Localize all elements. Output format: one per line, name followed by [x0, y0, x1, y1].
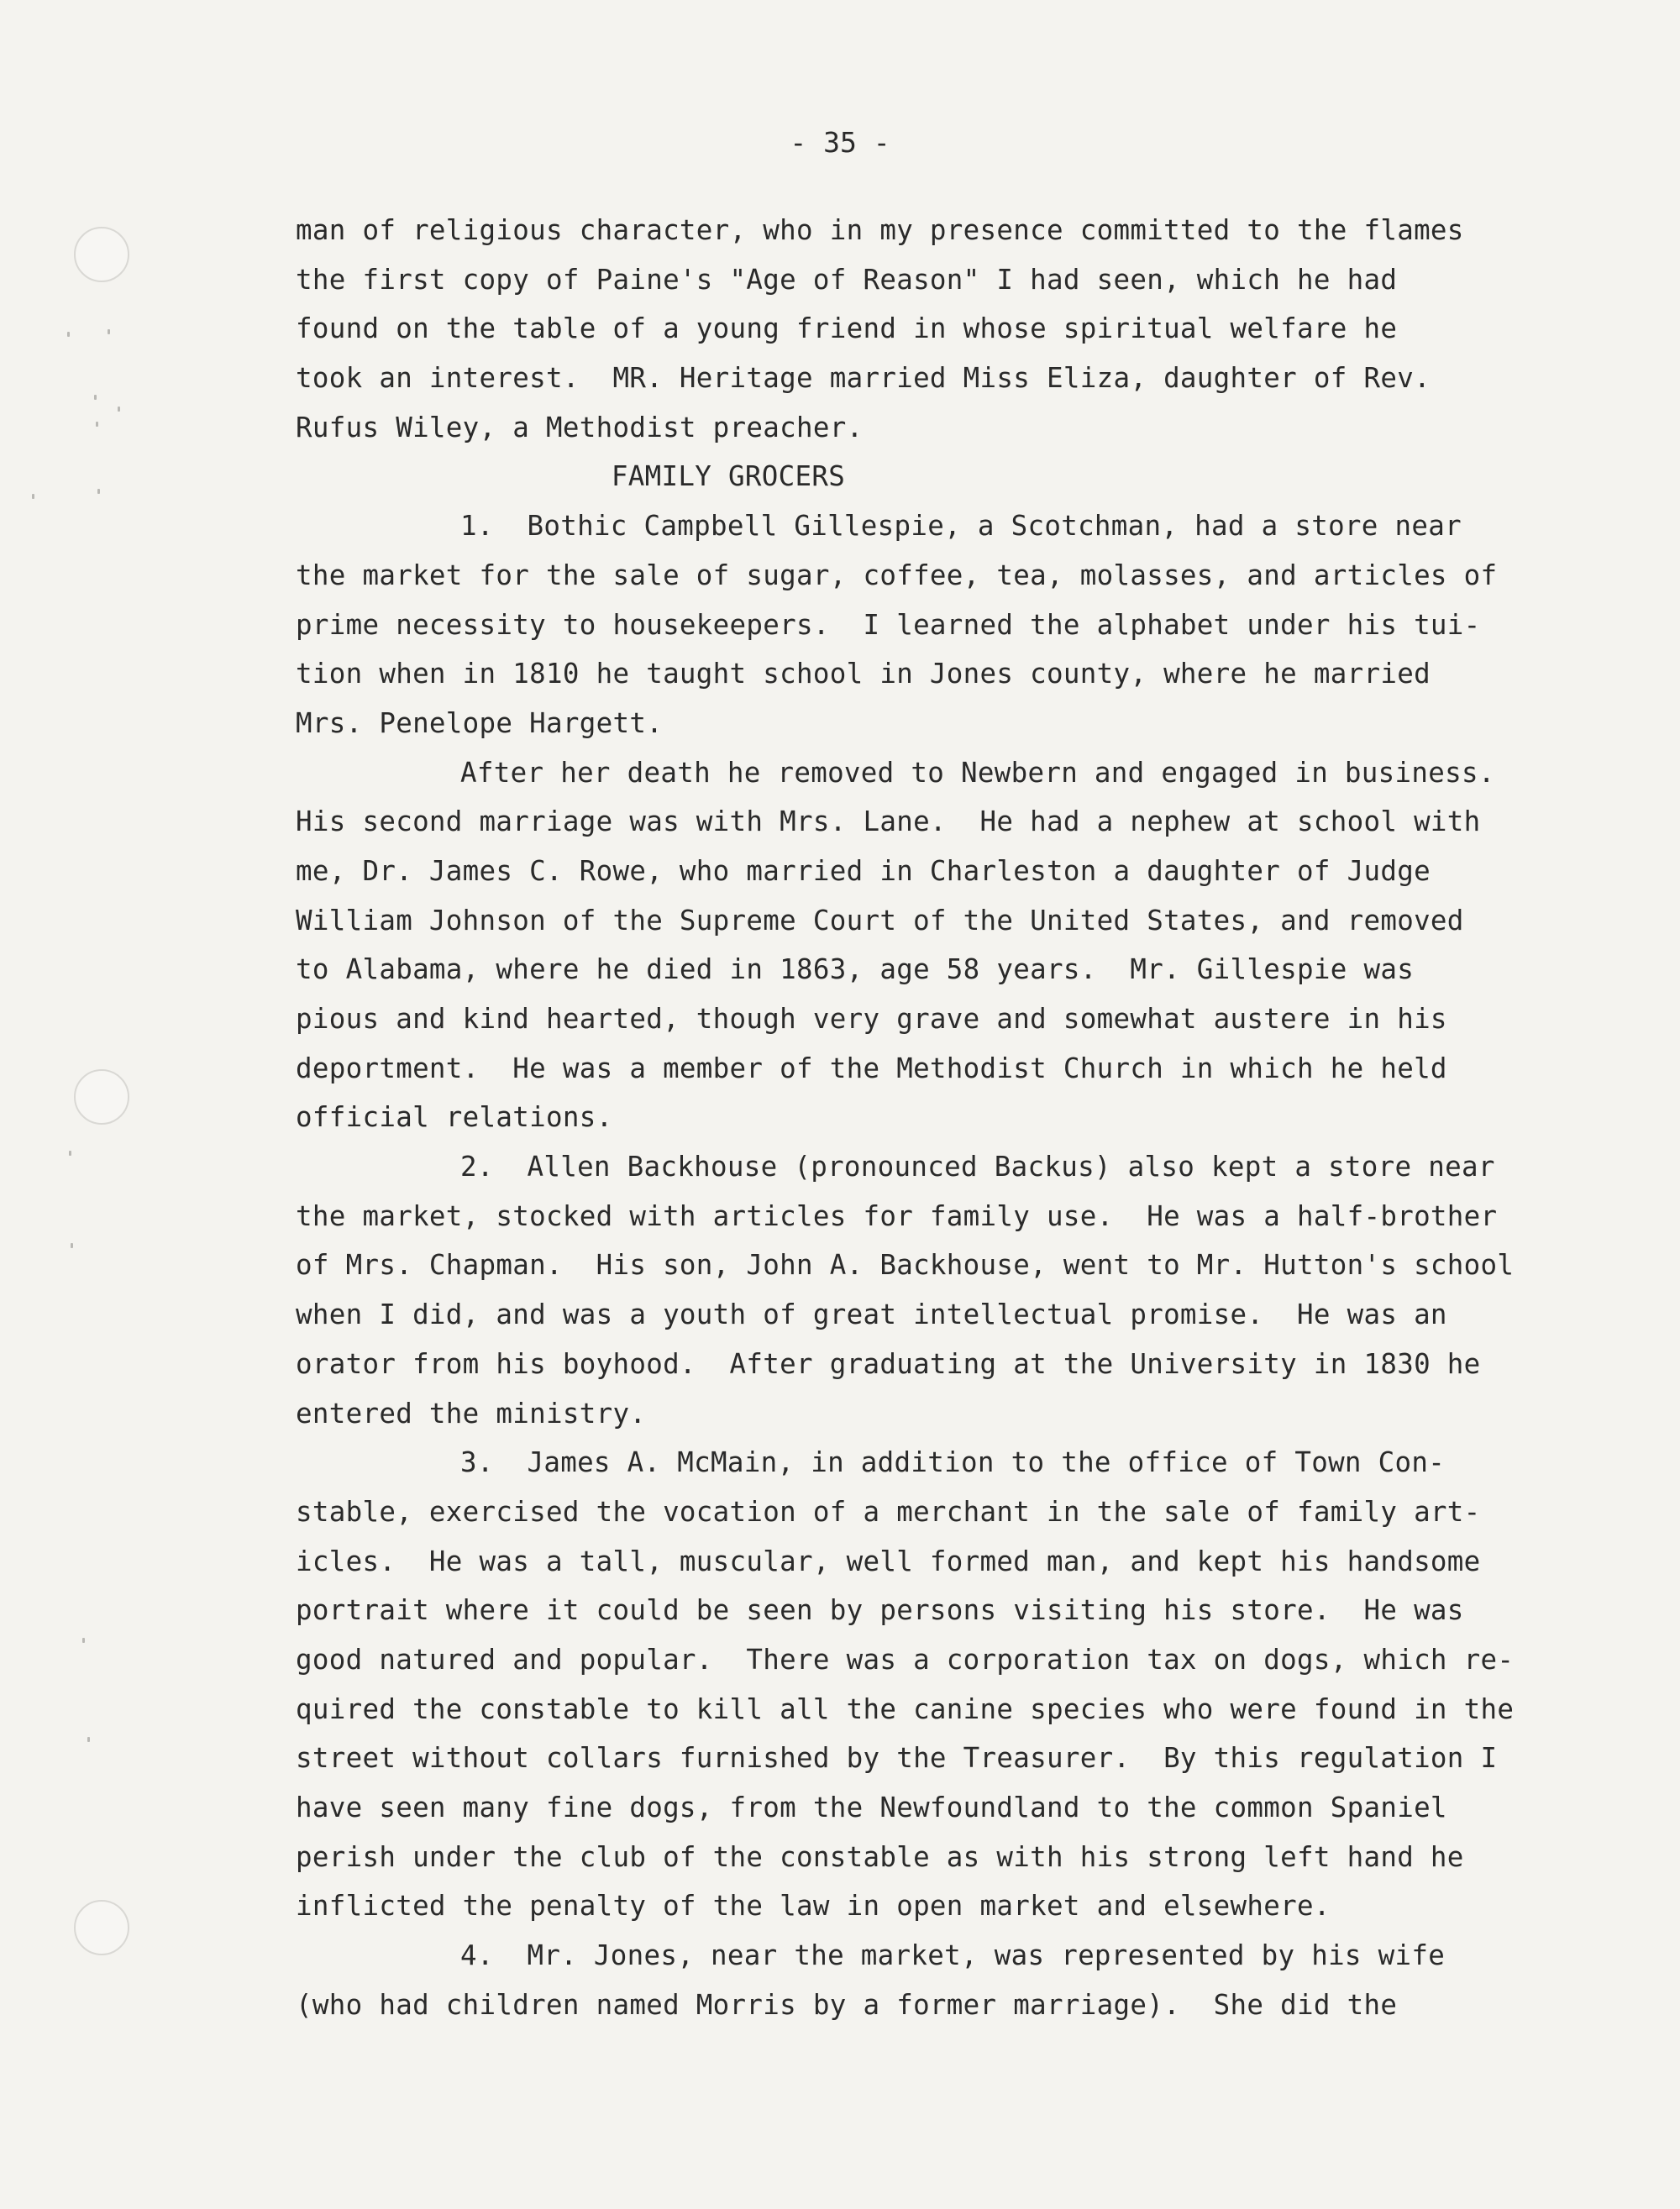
text-line: quired the constable to kill all the canine species who were found in the	[296, 1692, 1515, 1725]
text-line: 3. James A. McMain, in addition to the office of Town Con-	[460, 1446, 1446, 1479]
text-line: portrait where it could be seen by persons visiting his store. He was	[296, 1594, 1464, 1627]
punch-hole	[74, 1069, 129, 1125]
text-line: Rufus Wiley, a Methodist preacher.	[296, 411, 864, 443]
scan-speck	[82, 1638, 85, 1643]
text-line: deportment. He was a member of the Methodist Church in which he held	[296, 1052, 1447, 1084]
scan-speck	[87, 1737, 90, 1742]
text-line: found on the table of a young friend in whose spiritual welfare he	[296, 312, 1398, 345]
text-line: have seen many fine dogs, from the Newfoundland to the common Spaniel	[296, 1792, 1447, 1823]
punch-hole	[74, 1900, 129, 1955]
text-line: His second marriage was with Mrs. Lane. He had a nephew at school with	[296, 805, 1481, 838]
scan-speck	[32, 494, 34, 499]
page-number: - 35 -	[790, 126, 890, 159]
text-line: pious and kind hearted, though very grave and somewhat austere in his	[296, 1003, 1447, 1035]
text-line: William Johnson of the Supreme Court of the United States, and removed	[296, 904, 1464, 937]
text-line: good natured and popular. There was a corporation tax on dogs, which re-	[296, 1643, 1515, 1676]
scan-speck	[118, 407, 120, 412]
text-line: to Alabama, where he died in 1863, age 58 years. Mr. Gillespie was	[296, 953, 1415, 986]
text-line: Mrs. Penelope Hargett.	[296, 706, 664, 739]
text-line: 4. Mr. Jones, near the market, was represented by his wife	[460, 1939, 1446, 1972]
text-line: the first copy of Paine's "Age of Reason" I had seen, which he had	[296, 263, 1398, 296]
scan-speck	[71, 1243, 73, 1248]
text-line: 2. Allen Backhouse (pronounced Backus) also kept a store near	[460, 1151, 1495, 1183]
scan-speck	[97, 489, 100, 494]
scan-speck	[108, 329, 110, 334]
text-line: the market for the sale of sugar, coffee, tea, molasses, and articles of	[296, 559, 1498, 591]
section-heading: FAMILY GROCERS	[611, 460, 846, 493]
scan-speck	[94, 395, 97, 400]
punch-hole	[74, 227, 129, 282]
scan-speck	[67, 332, 70, 337]
text-line: icles. He was a tall, muscular, well formed man, and kept his handsome	[296, 1545, 1481, 1577]
text-line: (who had children named Morris by a former marriage). She did the	[296, 1988, 1398, 2021]
text-line: when I did, and was a youth of great intellectual promise. He was an	[296, 1299, 1447, 1331]
text-line: me, Dr. James C. Rowe, who married in Charleston a daughter of Judge	[296, 854, 1431, 887]
text-line: took an interest. MR. Heritage married Miss Eliza, daughter of Rev.	[296, 362, 1431, 395]
text-line: orator from his boyhood. After graduating at the University in 1830 he	[296, 1347, 1481, 1380]
text-line: 1. Bothic Campbell Gillespie, a Scotchman, had a store near	[460, 510, 1462, 543]
text-line: of Mrs. Chapman. His son, John A. Backhouse, went to Mr. Hutton's school	[296, 1249, 1515, 1282]
text-line: man of religious character, who in my presence committed to the flames	[296, 214, 1464, 246]
body-text	[296, 206, 1515, 2029]
text-line: tion when in 1810 he taught school in Jones county, where he married	[296, 658, 1431, 690]
text-line: street without collars furnished by the Treasurer. By this regulation I	[296, 1742, 1498, 1775]
text-line: official relations.	[296, 1101, 613, 1134]
scan-speck	[96, 422, 98, 427]
text-line: perish under the club of the constable as with his strong left hand he	[296, 1840, 1464, 1873]
text-line: the market, stocked with articles for family use. He was a half-brother	[296, 1199, 1498, 1232]
scan-speck	[69, 1151, 71, 1156]
text-line: After her death he removed to Newbern and engaged in business.	[460, 756, 1495, 789]
text-line: entered the ministry.	[296, 1397, 647, 1430]
text-line: stable, exercised the vocation of a merchant in the sale of family art-	[296, 1495, 1481, 1528]
text-line: inflicted the penalty of the law in open market and elsewhere.	[296, 1890, 1331, 1923]
text-line: prime necessity to housekeepers. I learned the alphabet under his tui-	[296, 608, 1481, 641]
